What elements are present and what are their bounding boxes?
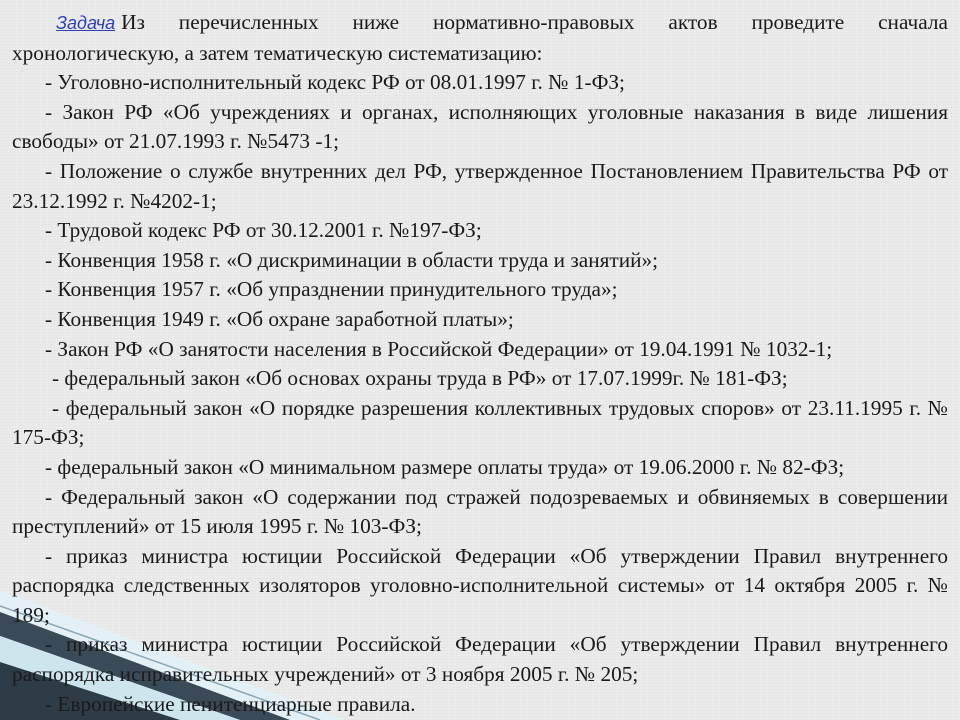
task-intro	[12, 8, 948, 68]
task-intro-text: Из перечисленных ниже нормативно-правовых актов проведите сначала хронологическую, а затем тематическую систематизацию:	[12, 10, 948, 65]
act-item: - приказ министра юстиции Российской Федерации «Об утверждении Правил внутреннего распорядка исправительных учреждений» от 3 ноября 2005 г. № 205;	[12, 632, 948, 687]
act-item: - Конвенция 1958 г. «О дискриминации в области труда и занятий»;	[45, 247, 659, 272]
act-item: - Уголовно-исполнительный кодекс РФ от 08.01.1997 г. № 1-ФЗ;	[45, 70, 625, 95]
act-item: - Федеральный закон «О содержании под стражей подозреваемых и обвиняемых в совершении преступлений» от 15 июля 1995 г. № 103-ФЗ;	[12, 484, 948, 539]
task-text-block	[12, 8, 948, 719]
task-label: Задача	[56, 13, 116, 33]
act-item: - Положение о службе внутренних дел РФ, утвержденное Постановлением Правительства РФ от 23.12.1992 г. №4202-1;	[12, 158, 948, 213]
act-item: - Закон РФ «Об учреждениях и органах, исполняющих уголовные наказания в виде лишения свободы» от 21.07.1993 г. №5473 -1;	[12, 99, 948, 154]
act-item: - федеральный закон «О порядке разрешения коллективных трудовых споров» от 23.11.1995 г. № 175-ФЗ;	[12, 395, 948, 450]
act-item: - приказ министра юстиции Российской Федерации «Об утверждении Правил внутреннего распорядка следственных изоляторов уголовно-исполнительной системы» от 14 октября 2005 г. № 189;	[12, 543, 948, 627]
act-item: - Закон РФ «О занятости населения в Российской Федерации» от 19.04.1991 № 1032-1;	[45, 336, 833, 361]
act-item: - федеральный закон «О минимальном размере оплаты труда» от 19.06.2000 г. № 82-ФЗ;	[45, 454, 845, 479]
act-item: - Конвенция 1957 г. «Об упразднении принудительного труда»;	[45, 277, 618, 302]
act-item: - федеральный закон «Об основах охраны труда в РФ» от 17.07.1999г. № 181-ФЗ;	[52, 366, 788, 391]
act-item: - Трудовой кодекс РФ от 30.12.2001 г. №197-ФЗ;	[45, 218, 482, 243]
act-item: - Конвенция 1949 г. «Об охране заработной платы»;	[45, 306, 514, 331]
act-item: - Европейские пенитенциарные правила.	[45, 691, 416, 716]
